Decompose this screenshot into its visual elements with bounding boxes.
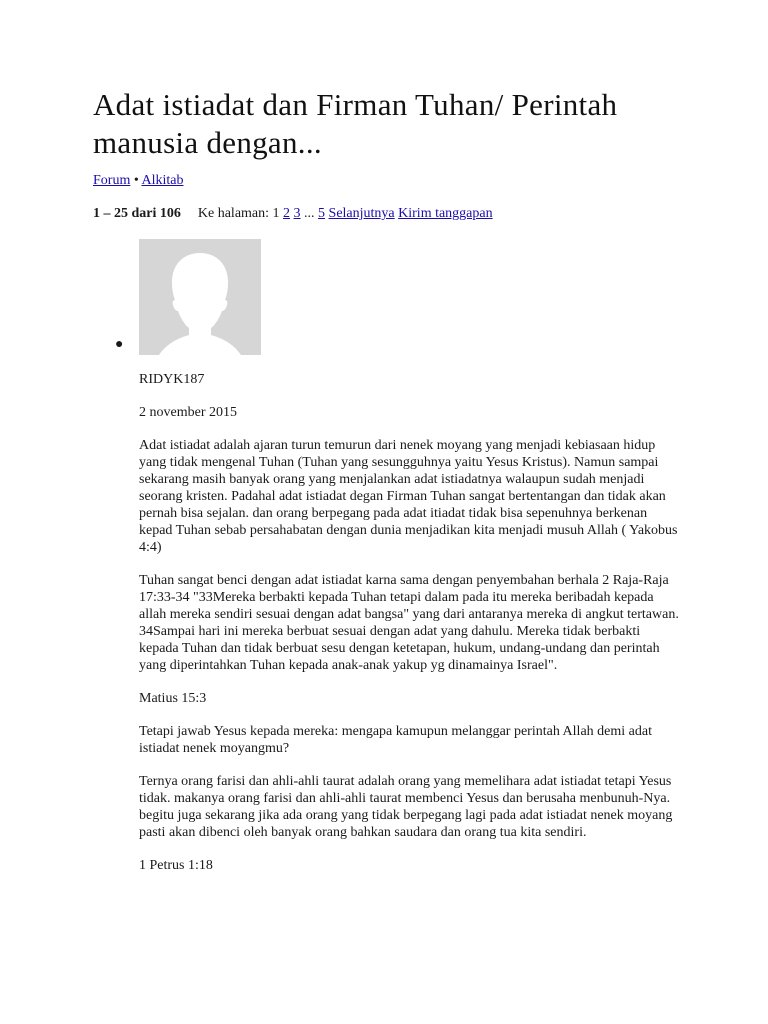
post: [139, 371, 679, 890]
post-paragraph: Tuhan sangat benci dengan adat istiadat karna sama dengan penyembahan berhala 2 Raja-Raja 17:33-34 "33Mereka berbakti kepada Tuhan tetapi dalam pada itu mereka beribadah kepada allah mereka sendiri sesuai dengan adat bangsa" yang dari antaranya mereka di angkut tertawan. 34Sampai hari ini mereka berbuat sesuai dengan adat yang dahulu. Mereka tidak berbakti kepada Tuhan dan tidak berbuat sesu dengan ketetapan, hukum, undang-undang dan perintah yang diperintahkan Tuhan kepada anak-anak yakup yg dinamainya Israel".: [139, 573, 679, 673]
avatar: [139, 239, 261, 355]
post-date: 2 november 2015: [139, 405, 237, 420]
reply-link[interactable]: Kirim tanggapan: [398, 206, 493, 221]
thread-title: Adat istiadat dan Firman Tuhan/ Perintah manusia dengan...: [93, 87, 618, 160]
page-link-5[interactable]: 5: [318, 206, 326, 221]
post-paragraph: 1 Petrus 1:18: [139, 858, 213, 873]
breadcrumb: [93, 172, 183, 190]
post-paragraph: Adat istiadat adalah ajaran turun temurun dari nenek moyang yang menjadi kebiasaan hidup yang tidak mengenal Tuhan (Tuhan yang sesungguhnya yaitu Yesus Kristus). Namun sampai sekarang masih banyak orang yang menjalankan adat istiadatnya walaupun sudah menjadi seorang kristen. Padahal adat istiadat degan Firman Tuhan sangat bertentangan dan tidak akan pernah bisa sejalan. dan orang berpegang pada adat itiadat tidak bisa sepenuhnya berkenan kepad Tuhan sebab persahabatan dengan dunia menjadikan kita menjadi musuh Allah ( Yakobus 4:4): [139, 438, 678, 555]
post-paragraph: Tetapi jawab Yesus kepada mereka: mengapa kamupun melanggar perintah Allah demi adat istiadat nenek moyangmu?: [139, 724, 652, 756]
breadcrumb-separator: •: [133, 173, 139, 188]
breadcrumb-forum-link[interactable]: Forum: [93, 173, 131, 188]
page-ellipsis: ...: [304, 206, 315, 221]
breadcrumb-category-link[interactable]: Alkitab: [141, 173, 184, 188]
default-user-silhouette-icon: [139, 239, 261, 355]
thread-page: [93, 86, 683, 873]
goto-page-label: Ke halaman:: [197, 206, 270, 221]
post-paragraph: Ternya orang farisi dan ahli-ahli taurat adalah orang yang memelihara adat istiadat tetapi Yesus tidak. makanya orang farisi dan ahli-ahli taurat membenci Yesus dan berusaha menbunuh-Nya. begitu juga sekarang jika ada orang yang tidak berpegang lagi pada adat istiadat nenek moyang pasti akan dibenci oleh banyak orang bahkan saudara dan orang tua kita sendiri.: [139, 774, 673, 840]
pagination: [93, 205, 493, 223]
next-page-link[interactable]: Selanjutnya: [328, 206, 395, 221]
bullet-disc-icon: ●: [115, 337, 124, 352]
post-paragraph: Matius 15:3: [139, 691, 207, 706]
post-author: RIDYK187: [139, 372, 205, 387]
page-link-2[interactable]: 2: [283, 206, 291, 221]
page-link-3[interactable]: 3: [293, 206, 301, 221]
current-page: 1: [272, 206, 280, 221]
result-range: 1 – 25 dari 106: [93, 206, 181, 221]
